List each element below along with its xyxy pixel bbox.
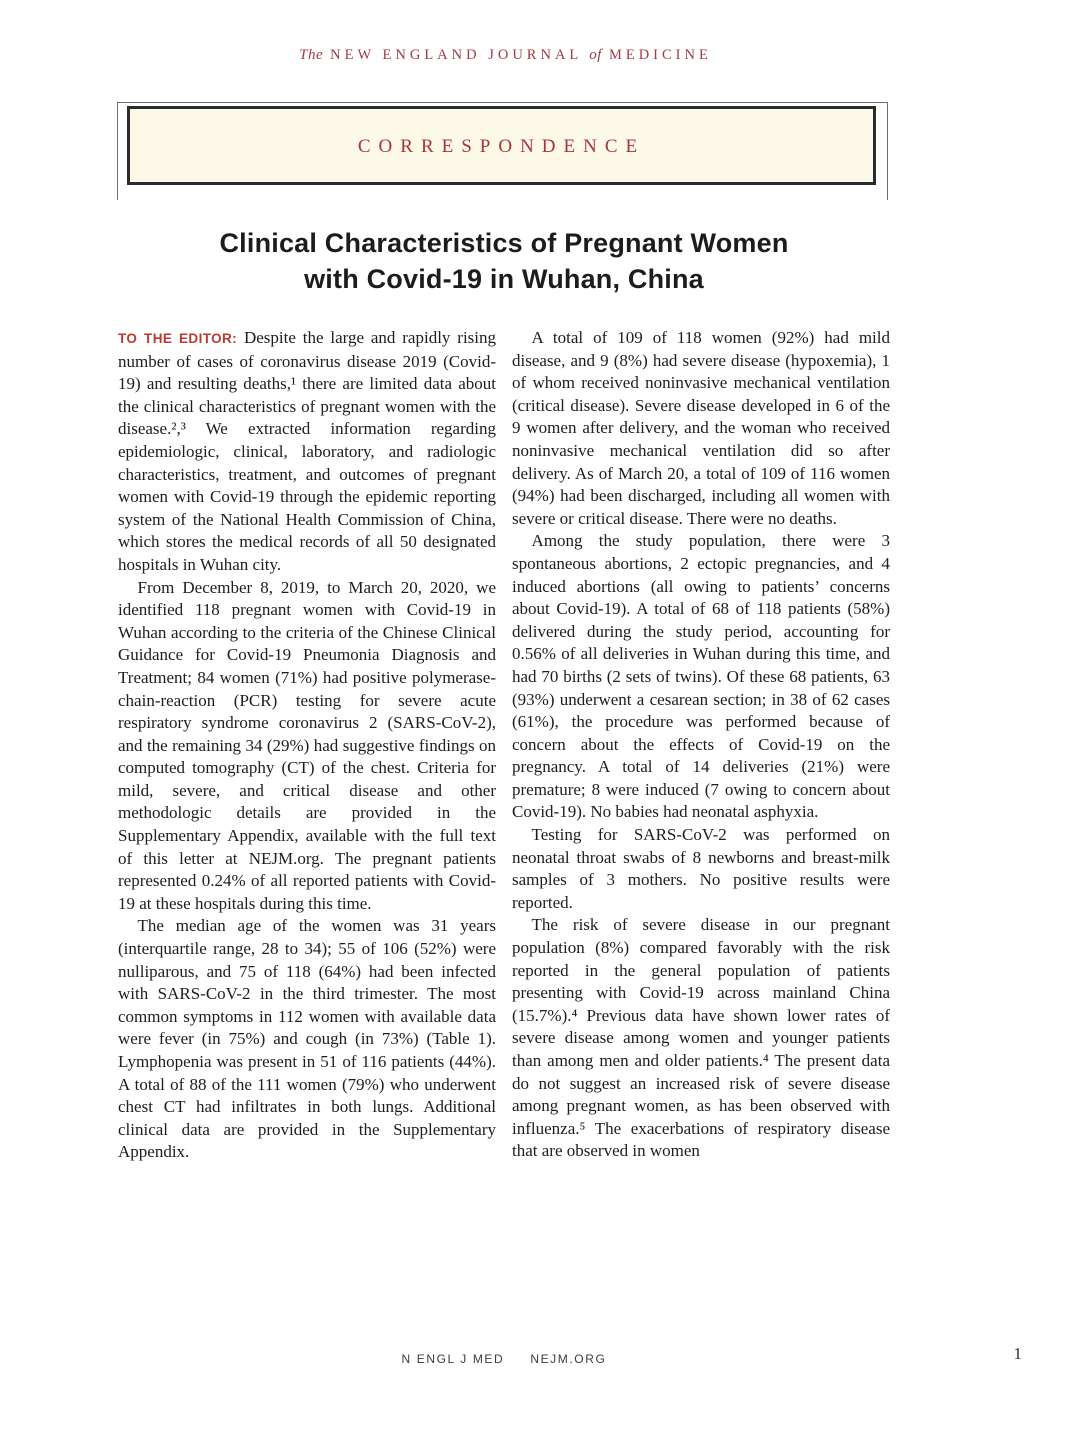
paragraph [118,327,496,577]
paragraph: The median age of the women was 31 years (interquartile range, 28 to 34); 55 of 106 (52%) were nulliparous, and 75 of 118 (64%) had been infected with SARS-CoV-2 in the third trimester. The most common symptoms in 112 women with available data were fever (in 75%) and cough (in 73%) (Table 1). Lymphopenia was present in 51 of 116 patients (44%). A total of 88 of the 111 women (79%) who underwent chest CT had infiltrates in both lungs. Additional clinical data are provided in the Supplementary Appendix. [118,916,496,1162]
journal-masthead [118,46,890,64]
footer [118,1352,890,1366]
page-number: 1 [1013,1344,1022,1363]
right-column [512,327,890,1164]
banner-box [127,106,876,185]
masthead-of: of [589,47,602,63]
article-title [118,225,890,297]
left-column [118,327,496,1164]
paragraph: Among the study population, there were 3 spontaneous abortions, 2 ectopic pregnancies, and 4 induced abortions (all owing to patients’ concerns about Covid-19). A total of 68 of 118 patients (58%) delivered during the study period, accounting for 0.56% of all deliveries in Wuhan during this time, and had 70 births (2 sets of twins). Of these 68 patients, 63 (93%) underwent a cesarean section; in 38 of 62 cases (61%), the procedure was performed because of concern about the effects of Covid-19 on the pregnancy. A total of 14 deliveries (21%) were premature; 8 were induced (7 owing to concern about Covid-19). No babies had neonatal asphyxia. [512,531,890,822]
title-line-1: Clinical Characteristics of Pregnant Women [219,228,789,258]
paragraph: The risk of severe disease in our pregnant population (8%) compared favorably with the risk reported in the general population of patients presenting with Covid-19 across mainland China (15.7%).⁴ Previous data have shown lower rates of severe disease among women and younger patients than among men and older patients.⁴ The present data do not suggest an increased risk of severe disease among pregnant women, as has been observed with influenza.⁵ The exacerbations of respiratory disease that are observed in women [512,915,890,1161]
masthead-medicine: MEDICINE [608,47,712,63]
masthead-main: NEW ENGLAND JOURNAL [330,47,583,63]
correspondence-banner [127,106,876,185]
letter-body [118,327,890,1164]
masthead-the: The [299,47,324,63]
paragraph-text: Despite the large and rapidly rising number of cases of coronavirus disease 2019 (Covid-19) and resulting deaths,¹ there are limited data about the clinical characteristics of pregnant women with the disease.²,³ We extracted information regarding epidemiologic, clinical, laboratory, and radiologic characteristics, treatment, and outcomes of pregnant women with Covid-19 through the epidemic reporting system of the National Health Commission of China, which stores the medical records of all 50 designated hospitals in Wuhan city. [118,328,497,574]
paragraph: Testing for SARS-CoV-2 was performed on neonatal throat swabs of 8 newborns and breast-milk samples of 3 mothers. No positive results were reported. [512,825,890,912]
footer-journal-abbrev: N ENGL J MED [401,1352,505,1366]
paragraph: From December 8, 2019, to March 20, 2020, we identified 118 pregnant women with Covid-19 in Wuhan according to the criteria of the Chinese Clinical Guidance for Covid-19 Pneumonia Diagnosis and Treatment; 84 women (71%) had positive polymerase-chain-reaction (PCR) testing for severe acute respiratory syndrome coronavirus 2 (SARS-CoV-2), and the remaining 34 (29%) had suggestive findings on computed tomography (CT) of the chest. Criteria for mild, severe, and critical disease and other methodologic details are provided in the Supplementary Appendix, available with the full text of this letter at NEJM.org. The pregnant patients represented 0.24% of all reported patients with Covid-19 at these hospitals during this time. [118,577,496,913]
paragraph: A total of 109 of 118 women (92%) had mild disease, and 9 (8%) had severe disease (hypoxemia), 1 of whom received noninvasive mechanical ventilation (critical disease). Severe disease developed in 6 of the 9 women after delivery, and the woman who received noninvasive mechanical ventilation did so after delivery. As of March 20, a total of 109 of 116 women (94%) had been discharged, including all women with severe or critical disease. There were no deaths. [512,328,890,528]
lead-in-label: TO THE EDITOR: [118,331,238,346]
footer-site: NEJM.ORG [530,1352,607,1366]
title-line-2: with Covid-19 in Wuhan, China [304,264,704,294]
page-content [118,0,890,1164]
section-label: CORRESPONDENCE [357,136,646,157]
